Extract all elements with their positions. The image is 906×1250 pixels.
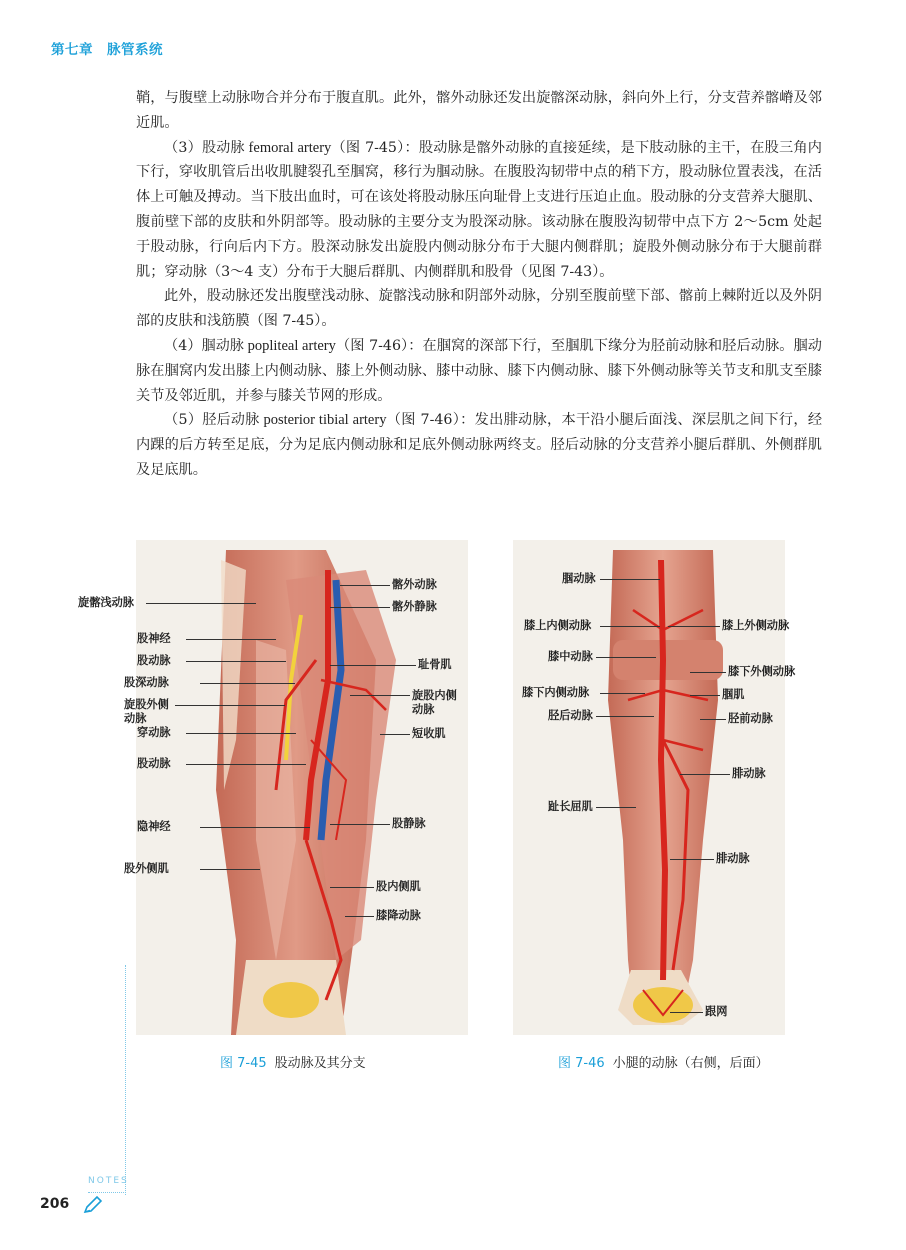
label-inferior-medial-genicular-artery: 膝下内侧动脉 <box>522 685 590 699</box>
leader-line <box>186 764 306 765</box>
leader-line <box>600 693 645 694</box>
label-anterior-tibial-artery: 胫前动脉 <box>728 711 773 725</box>
label-descending-genicular-artery: 膝降动脉 <box>376 908 421 922</box>
leader-line <box>175 705 285 706</box>
leader-line <box>146 603 256 604</box>
chapter-header: 第七章 脉管系统 <box>51 42 163 58</box>
leader-line <box>330 887 374 888</box>
label-medial-circumflex-femoral-artery: 旋股内侧动脉 <box>412 688 457 716</box>
label-fibular-artery-upper: 腓动脉 <box>732 766 766 780</box>
figure-7-45-image <box>136 540 468 1035</box>
label-adductor-brevis: 短收肌 <box>412 726 446 740</box>
notes-margin-rule <box>125 965 126 1195</box>
label-saphenous-nerve: 隐神经 <box>137 819 171 833</box>
figure-7-46-image <box>513 540 785 1035</box>
label-deep-femoral-artery: 股深动脉 <box>124 675 169 689</box>
leader-line <box>600 626 660 627</box>
leg-posterior-anatomy-illustration <box>513 540 785 1035</box>
leader-line <box>680 774 730 775</box>
leader-line <box>350 695 410 696</box>
label-vastus-medialis: 股内侧肌 <box>376 879 421 893</box>
label-external-iliac-vein: 髂外静脉 <box>392 599 437 613</box>
label-vastus-lateralis: 股外侧肌 <box>124 861 169 875</box>
notes-base-rule <box>88 1192 126 1193</box>
leader-line <box>596 716 654 717</box>
label-femoral-artery-upper: 股动脉 <box>137 653 171 667</box>
label-popliteus: 腘肌 <box>722 687 745 701</box>
paragraph-posterior-tibial-artery: （5）胫后动脉 posterior tibial artery（图 7-46）：发出腓动脉，本干沿小腿后面浅、深层肌之间下行，经内踝的后方转至足底，分为足底内侧动脉和足底外侧动脉两终支。胫后动脉的分支营养小腿后群肌、外侧群肌及足底肌。 <box>136 412 823 478</box>
leader-line <box>186 661 286 662</box>
paragraph-femoral-artery: （3）股动脉 femoral artery（图 7-45）：股动脉是髂外动脉的直接延续，是下肢动脉的主干，在股三角内下行，穿收肌管后出收肌腱裂孔至腘窝，移行为腘动脉。在腹股沟韧带中点的稍下方，股动脉位置表浅，在活体上可触及搏动。当下肢出血时，可在该处将股动脉压向耻骨上支进行压迫止血。股动脉的分支营养大腿肌、腹前壁下部的皮肤和外阴部等。股动脉的主要分支为股深动脉。该动脉在腹股沟韧带中点下方 2～5cm 处起于股动脉，行向后内下方。股深动脉发出旋股内侧动脉分布于大腿内侧群肌；旋股外侧动脉分布于大腿前群肌；穿动脉（3～4 支）分布于大腿后群肌、内侧群肌和股骨（见图 7-43）。 <box>136 139 822 280</box>
leader-line <box>596 807 636 808</box>
label-fibular-artery-lower: 腓动脉 <box>716 851 750 865</box>
figure-7-46-caption: 图 7-46 小腿的动脉（右侧，后面） <box>558 1056 769 1071</box>
label-flexor-digitorum-longus: 趾长屈肌 <box>548 799 593 813</box>
paragraph-popliteal-artery: （4）腘动脉 popliteal artery（图 7-46）：在腘窝的深部下行，至腘肌下缘分为胫前动脉和胫后动脉。腘动脉在腘窝内发出膝上内侧动脉、膝上外侧动脉、膝中动脉、膝下内侧动脉、膝下外侧动脉等关节支和肌支至膝关节及邻近肌，并参与膝关节网的形成。 <box>136 337 822 404</box>
label-lateral-circumflex-femoral-artery: 旋股外侧动脉 <box>124 697 169 725</box>
label-superficial-circumflex-iliac-artery: 旋髂浅动脉 <box>78 595 134 609</box>
label-femoral-vein: 股静脉 <box>392 816 426 830</box>
page-number: 206 <box>40 1196 70 1212</box>
leader-line <box>700 719 726 720</box>
label-external-iliac-artery: 髂外动脉 <box>392 577 437 591</box>
leader-line <box>690 672 726 673</box>
term-popliteal-artery: 腘动脉 <box>201 337 244 354</box>
thigh-anatomy-illustration <box>136 540 468 1035</box>
label-femoral-nerve: 股神经 <box>137 631 171 645</box>
term-femoral-artery: 股动脉 <box>202 139 245 156</box>
body-text <box>136 86 822 483</box>
paragraph-3: 此外，股动脉还发出腹壁浅动脉、旋髂浅动脉和阴部外动脉，分别至腹前壁下部、髂前上棘附近以及外阴部的皮肤和浅筋膜（图 7-45）。 <box>136 288 822 330</box>
notes-label: NOTES <box>88 1176 129 1186</box>
paragraph-1: 鞘，与腹壁上动脉吻合并分布于腹直肌。此外，髂外动脉还发出旋髂深动脉，斜向外上行，分支营养髂嵴及邻近肌。 <box>136 90 822 131</box>
leader-line <box>670 859 714 860</box>
label-popliteal-artery: 腘动脉 <box>562 571 596 585</box>
label-superior-medial-genicular-artery: 膝上内侧动脉 <box>524 618 592 632</box>
leader-line <box>690 695 720 696</box>
leader-line <box>186 639 276 640</box>
leader-line <box>345 916 374 917</box>
leader-line <box>340 585 390 586</box>
leader-line <box>670 1012 703 1013</box>
label-inferior-lateral-genicular-artery: 膝下外侧动脉 <box>728 664 796 678</box>
label-femoral-artery-lower: 股动脉 <box>137 756 171 770</box>
leader-line <box>200 827 310 828</box>
label-middle-genicular-artery: 膝中动脉 <box>548 649 593 663</box>
leader-line <box>330 824 390 825</box>
leader-line <box>600 579 660 580</box>
leader-line <box>380 734 410 735</box>
leader-line <box>200 683 295 684</box>
label-pectineus: 耻骨肌 <box>418 657 452 671</box>
leader-line <box>668 626 720 627</box>
leader-line <box>330 665 416 666</box>
figure-7-45-caption: 图 7-45 股动脉及其分支 <box>220 1056 366 1071</box>
leader-line <box>200 869 260 870</box>
label-perforating-arteries: 穿动脉 <box>137 725 171 739</box>
label-superior-lateral-genicular-artery: 膝上外侧动脉 <box>722 618 790 632</box>
label-posterior-tibial-artery: 胫后动脉 <box>548 708 593 722</box>
leader-line <box>596 657 656 658</box>
pencil-icon <box>82 1195 104 1215</box>
label-calcaneal-network: 跟网 <box>705 1004 728 1018</box>
term-posterior-tibial-artery: 胫后动脉 <box>202 412 260 429</box>
leader-line <box>330 607 390 608</box>
leader-line <box>186 733 296 734</box>
